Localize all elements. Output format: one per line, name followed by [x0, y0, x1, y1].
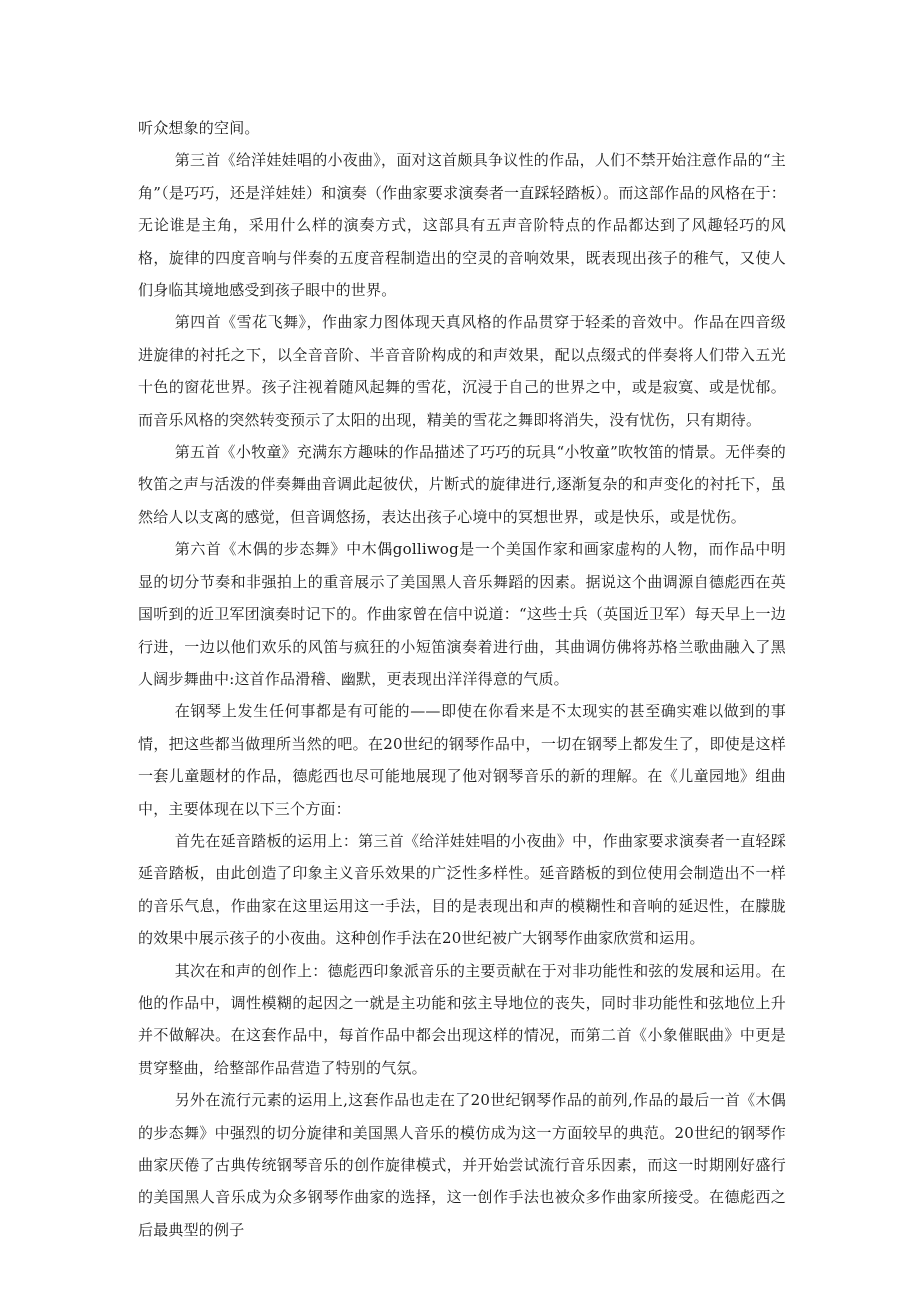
paragraph-sustain-pedal: 首先在延音踏板的运用上：第三首《给洋娃娃唱的小夜曲》中，作曲家要求演奏者一直轻踩延音踏板，由此创造了印象主义音乐效果的广泛性多样性。延音踏板的到位使用会制造出不一样的音乐气息，作曲家在这里运用这一手法，目的是表现出和声的模糊性和音响的延迟性，在朦胧的效果中展示孩子的小夜曲。这种创作手法在20世纪被广大钢琴作曲家欣赏和运用。 — [138, 831, 786, 948]
paragraph-fourth-piece: 第四首《雪花飞舞》，作曲家力图体现天真风格的作品贯穿于轻柔的音效中。作品在四音级进旋律的衬托之下，以全音音阶、半音音阶构成的和声效果，配以点缀式的伴奏将人们带入五光十色的窗花世界。孩子注视着随风起舞的雪花，沉浸于自己的世界之中，或是寂寞、或是忧郁。而音乐风格的突然转变预示了太阳的出现，精美的雪花之舞即将消失，没有忧伤，只有期待。 — [138, 313, 786, 429]
paragraph-continuation: 听众想象的空间。 — [138, 119, 260, 137]
paragraph-harmony: 其次在和声的创作上：德彪西印象派音乐的主要贡献在于对非功能性和弦的发展和运用。在他的作品中，调性模糊的起因之一就是主功能和弦主导地位的丧失，同时非功能性和弦地位上升并不做解决。在这套作品中，每首作品中都会出现这样的情况，而第二首《小象催眠曲》中更是贯穿整曲，给整部作品营造了特别的气氛。 — [138, 961, 786, 1077]
document-body — [138, 112, 786, 1246]
paragraph-piano-possibilities: 在钢琴上发生任何事都是有可能的——即使在你看来是不太现实的甚至确实难以做到的事情，把这些都当做理所当然的吧。在20世纪的钢琴作品中，一切在钢琴上都发生了，即使是这样一套儿童题材的作品，德彪西也尽可能地展现了他对钢琴音乐的新的理解。在《儿童园地》组曲中，主要体现在以下三个方面： — [138, 702, 786, 818]
paragraph-popular-elements: 另外在流行元素的运用上,这套作品也走在了20世纪钢琴作品的前列,作品的最后一首《木偶的步态舞》中强烈的切分旋律和美国黑人音乐的模仿成为这一方面较早的典范。20世纪的钢琴作曲家厌倦了古典传统钢琴音乐的创作旋律模式，并开始尝试流行音乐因素，而这一时期刚好盛行的美国黑人音乐成为众多钢琴作曲家的选择，这一创作手法也被众多作曲家所接受。在德彪西之后最典型的例子 — [138, 1091, 786, 1239]
paragraph-fifth-piece: 第五首《小牧童》充满东方趣味的作品描述了巧巧的玩具“小牧童”吹牧笛的情景。无伴奏的牧笛之声与活泼的伴奏舞曲音调此起彼伏，片断式的旋律进行,逐渐复杂的和声变化的衬托下，虽然给人以支离的感觉，但音调悠扬，表达出孩子心境中的冥想世界，或是快乐，或是忧伤。 — [138, 443, 786, 526]
paragraph-third-piece: 第三首《给洋娃娃唱的小夜曲》，面对这首颇具争议性的作品，人们不禁开始注意作品的“主角”（是巧巧，还是洋娃娃）和演奏（作曲家要求演奏者一直踩轻踏板）。而这部作品的风格在于：无论谁是主角，采用什么样的演奏方式，这部具有五声音阶特点的作品都达到了风趣轻巧的风格，旋律的四度音响与伴奏的五度音程制造出的空灵的音响效果，既表现出孩子的稚气，又使人们身临其境地感受到孩子眼中的世界。 — [138, 151, 786, 300]
paragraph-sixth-piece: 第六首《木偶的步态舞》中木偶golliwog是一个美国作家和画家虚构的人物，而作品中明显的切分节奏和非强拍上的重音展示了美国黑人音乐舞蹈的因素。据说这个曲调源自德彪西在英国听到的近卫军团演奏时记下的。作曲家曾在信中说道：“这些士兵（英国近卫军）每天早上一边行进，一边以他们欢乐的风笛与疯狂的小短笛演奏着进行曲，其曲调仿佛将苏格兰歌曲融入了黑人阔步舞曲中:这首作品滑稽、幽默，更表现出洋洋得意的气质。 — [138, 540, 786, 688]
